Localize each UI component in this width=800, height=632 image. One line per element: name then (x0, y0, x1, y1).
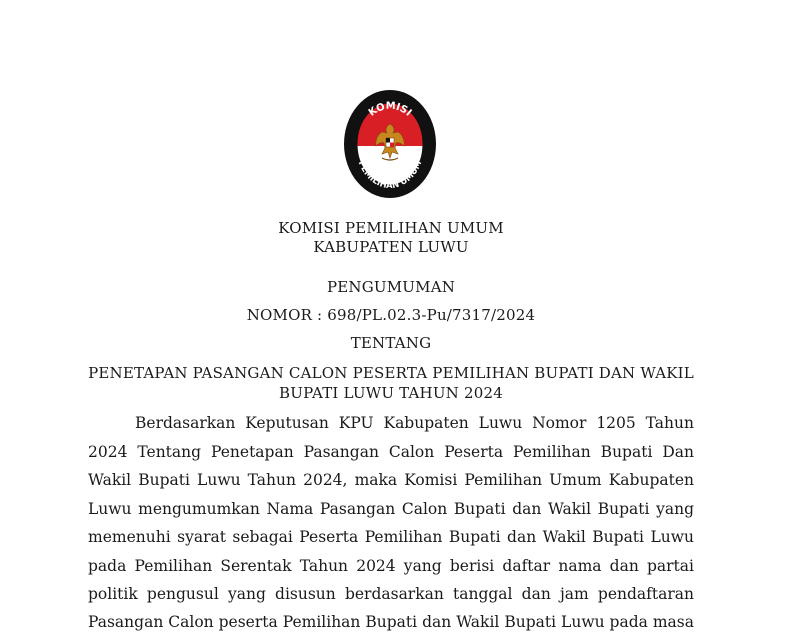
body-line: 2024 Tentang Penetapan Pasangan Calon Peserta Pemilihan Bupati Dan (88, 443, 694, 461)
body-line: memenuhi syarat sebagai Peserta Pemilihan Bupati dan Wakil Bupati Luwu (88, 528, 694, 546)
body-line: politik pengusul yang disusun berdasarkan tanggal dan jam pendaftaran (88, 585, 694, 603)
logo-top-text: KOMISI (366, 100, 414, 119)
about-label: TENTANG (350, 334, 432, 352)
subject-line-1: PENETAPAN PASANGAN CALON PESERTA PEMILIHAN BUPATI DAN WAKIL (88, 364, 694, 382)
logo-bottom-text: PEMILIHAN UMUM (355, 159, 425, 192)
kpu-logo (342, 88, 438, 200)
institution-name: KOMISI PEMILIHAN UMUM (278, 219, 504, 237)
body-line: Wakil Bupati Luwu Tahun 2024, maka Komisi Pemilihan Umum Kabupaten (88, 471, 694, 489)
region-name: KABUPATEN LUWU (313, 238, 469, 256)
document-number: NOMOR : 698/PL.02.3-Pu/7317/2024 (246, 306, 536, 324)
body-line: Luwu mengumumkan Nama Pasangan Calon Bupati dan Wakil Bupati yang (88, 500, 694, 518)
subject-line-2: BUPATI LUWU TAHUN 2024 (279, 384, 503, 402)
body-line: pada Pemilihan Serentak Tahun 2024 yang berisi daftar nama dan partai (88, 557, 694, 575)
body-line: Berdasarkan Keputusan KPU Kabupaten Luwu Nomor 1205 Tahun (135, 414, 694, 432)
body-line: Pasangan Calon peserta Pemilihan Bupati dan Wakil Bupati Luwu pada masa (88, 613, 694, 631)
document-type: PENGUMUMAN (326, 278, 456, 296)
